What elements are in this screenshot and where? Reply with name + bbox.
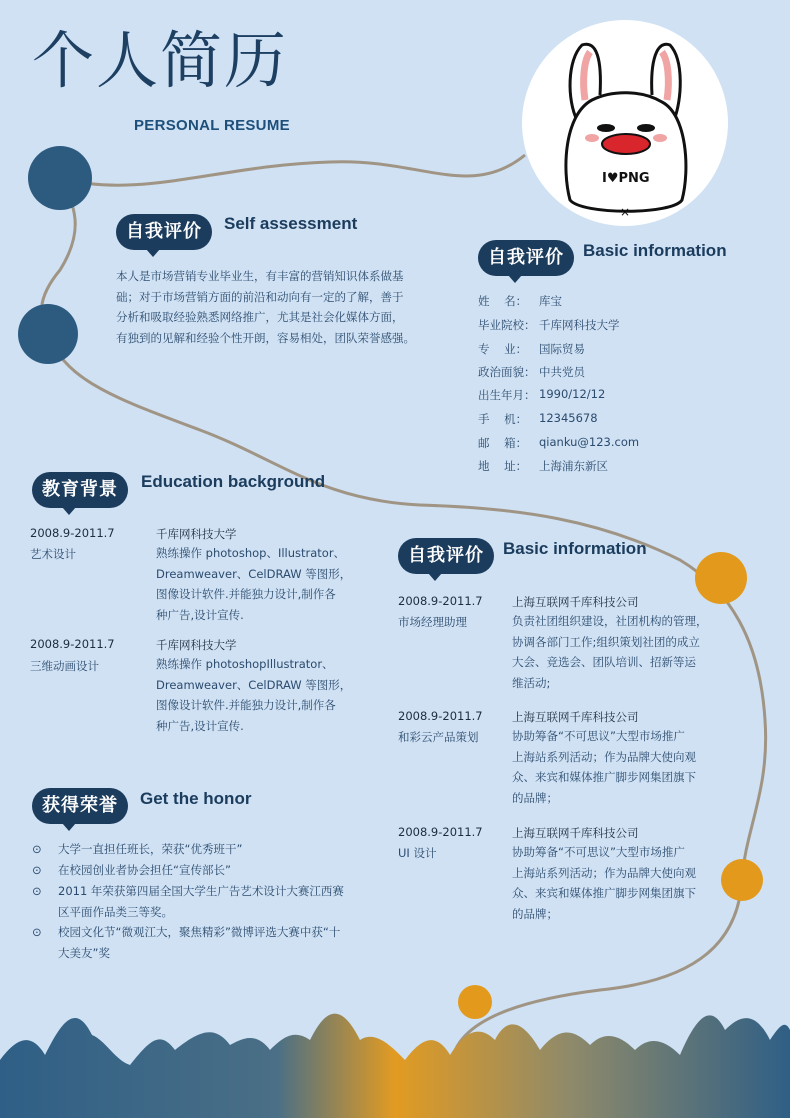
self-assessment-text: 本人是市场营销专业毕业生，有丰富的营销知识体系做基 础；对于市场营销方面的前沿和动向有一定的了解，善于 分析和吸取经验熟悉网络推广，尤其是社会化媒体方面， 有独到的见解和经验个性开朗，容易相处，团队荣誉感强。: [116, 269, 415, 345]
info-row-name: 姓 名： 库宝: [478, 294, 562, 308]
timeline-dot-1: [28, 146, 92, 210]
basic-info-title: Basic information: [583, 241, 727, 260]
education-title: Education background: [141, 472, 326, 491]
education-date: 2008.9-2011.7: [30, 637, 115, 651]
page-title: 个人简历: [32, 24, 289, 97]
timeline-dot-5: [458, 985, 492, 1019]
work-date: 2008.9-2011.7: [398, 709, 483, 723]
education-description: 熟练操作 photoshop、Illustrator、 Dreamweaver、CelDRAW 等图形， 图像设计软件.并能独力设计,制作各 种广告,设计宣传.: [156, 546, 352, 622]
info-row-address: 地 址： 上海浦东新区: [478, 459, 608, 473]
education-major: 艺术设计: [30, 547, 76, 561]
honor-badge: 获得荣誉: [32, 788, 128, 824]
shirt-text: I♥PNG: [602, 171, 650, 186]
work-company: 上海互联网千库科技公司: [512, 826, 639, 840]
self-assessment-badge: 自我评价: [116, 214, 212, 250]
education-school: 千库网科技大学: [156, 527, 237, 541]
education-badge: 教育背景: [32, 472, 128, 508]
work-description: 负责社团组织建设，社团机构的管理， 协调各部门工作;组织策划社团的成立 大会、竞选会、团队培训、招新等运 维活动;: [512, 614, 708, 690]
work-date: 2008.9-2011.7: [398, 594, 483, 608]
honor-item: ⊙ 2011 年荣获第四届全国大学生广告艺术设计大赛江西赛 区平面作品类三等奖。: [32, 881, 344, 922]
honor-item: ⊙ 大学一直担任班长，荣获“优秀班干”: [32, 839, 242, 860]
info-row-school: 毕业院校： 千库网科技大学: [478, 318, 620, 332]
timeline-dot-2: [18, 304, 78, 364]
work-role: 市场经理助理: [398, 615, 467, 629]
info-row-email: 邮 箱： qianku@123.com: [478, 435, 640, 450]
work-date: 2008.9-2011.7: [398, 825, 483, 839]
honor-title: Get the honor: [140, 789, 252, 808]
info-row-birth: 出生年月： 1990/12/12: [478, 387, 606, 402]
work-role: UI 设计: [398, 846, 437, 860]
work-role: 和彩云产品策划: [398, 730, 479, 744]
work-company: 上海互联网千库科技公司: [512, 710, 639, 724]
svg-text:×: ×: [620, 205, 631, 219]
education-date: 2008.9-2011.7: [30, 526, 115, 540]
education-description: 熟练操作 photoshopIllustrator、 Dreamweaver、CelDRAW 等图形， 图像设计软件.并能独力设计,制作各 种广告,设计宣传.: [156, 657, 352, 733]
timeline-dot-3: [695, 552, 747, 604]
work-title: Basic information: [503, 539, 647, 558]
mountain-silhouette: [0, 1014, 790, 1118]
bullet-icon: ⊙: [32, 863, 42, 877]
timeline-dot-4: [721, 859, 763, 901]
honor-item: ⊙ 在校园创业者协会担任“宣传部长”: [32, 860, 231, 881]
bullet-icon: ⊙: [32, 884, 42, 898]
self-assessment-title: Self assessment: [224, 214, 358, 233]
work-company: 上海互联网千库科技公司: [512, 595, 639, 609]
work-description: 协助筹备“不可思议”大型市场推广 上海站系列活动；作为品牌大使向观 众、来宾和媒体推广脚步网集团旗下 的品牌；: [512, 729, 696, 805]
info-row-major: 专 业： 国际贸易: [478, 342, 585, 356]
bullet-icon: ⊙: [32, 925, 42, 939]
education-major: 三维动画设计: [30, 659, 99, 673]
info-row-phone: 手 机： 12345678: [478, 411, 598, 426]
bullet-icon: ⊙: [32, 842, 42, 856]
info-row-politics: 政治面貌： 中共党员: [478, 365, 585, 379]
profile-avatar: [522, 20, 728, 226]
work-badge: 自我评价: [398, 538, 494, 574]
work-description: 协助筹备“不可思议”大型市场推广 上海站系列活动；作为品牌大使向观 众、来宾和媒体推广脚步网集团旗下 的品牌；: [512, 845, 696, 921]
basic-info-badge: 自我评价: [478, 240, 574, 276]
bunny-mascot-icon: [522, 20, 728, 226]
page-subtitle: PERSONAL RESUME: [134, 117, 290, 134]
honor-item: ⊙ 校园文化节“微观江大，聚焦精彩”微博评选大赛中获“十 大美友”奖: [32, 922, 340, 963]
education-school: 千库网科技大学: [156, 638, 237, 652]
